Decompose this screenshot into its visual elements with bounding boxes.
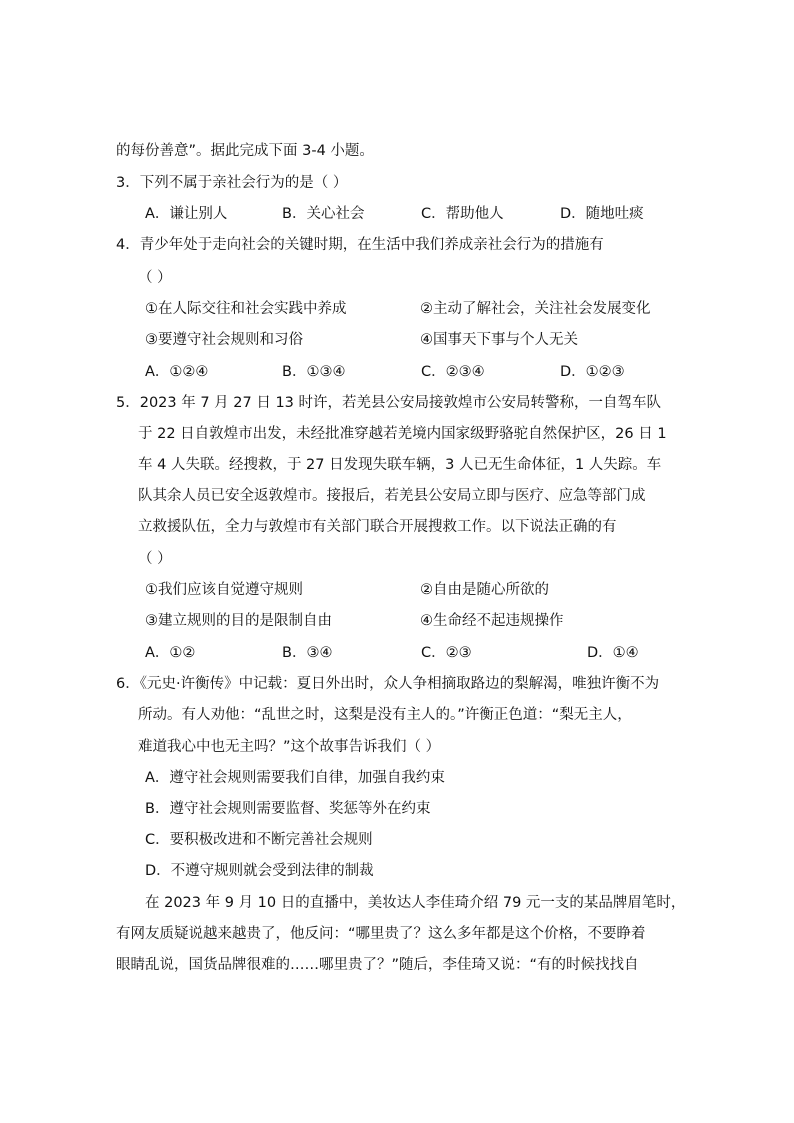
q3-option-b: B．关心社会 bbox=[282, 206, 365, 222]
q4-item-1: ①在人际交往和社会实践中养成 bbox=[145, 301, 347, 317]
q5-option-c: C．②③ bbox=[421, 645, 472, 661]
q4-option-d: D．①②③ bbox=[560, 364, 625, 380]
q5-stem-line2: 于 22 日自敦煌市出发，未经批准穿越若羌境内国家级野骆驼自然保护区，26 日 1 bbox=[138, 426, 667, 442]
q4-option-b: B．①③④ bbox=[282, 364, 346, 380]
q5-stem-line1: 5．2023 年 7 月 27 日 13 时许，若羌县公安局接敦煌市公安局转警称，一自驾车队 bbox=[116, 395, 662, 411]
q6-stem-line2: 所动。有人劝他：“乱世之时，这梨是没有主人的。”许衡正色道：“梨无主人， bbox=[138, 707, 632, 723]
q3-stem: 3．下列不属于亲社会行为的是（ ） bbox=[116, 175, 348, 191]
q5-item-1: ①我们应该自觉遵守规则 bbox=[145, 582, 303, 598]
q3-option-c: C．帮助他人 bbox=[421, 206, 504, 222]
q6-option-b: B．遵守社会规则需要监督、奖惩等外在约束 bbox=[145, 801, 431, 817]
q5-option-a: A．①② bbox=[145, 645, 196, 661]
q4-stem-line2: （ ） bbox=[138, 270, 172, 286]
q6-stem-line3: 难道我心中也无主吗？”这个故事告诉我们（ ） bbox=[138, 739, 441, 755]
q4-item-3: ③要遵守社会规则和习俗 bbox=[145, 332, 303, 348]
q4-item-2: ②主动了解社会，关注社会发展变化 bbox=[420, 301, 651, 317]
q5-item-3: ③建立规则的目的是限制自由 bbox=[145, 613, 332, 629]
q4-stem-line1: 4．青少年处于走向社会的关键时期，在生活中我们养成亲社会行为的措施有 bbox=[116, 237, 604, 253]
passage-line3: 眼睛乱说，国货品牌很难的……哪里贵了？”随后，李佳琦又说：“有的时候找找自 bbox=[116, 957, 639, 973]
q5-stem-line3: 车 4 人失联。经搜救，于 27 日发现失联车辆，3 人已无生命体征，1 人失踪。车 bbox=[138, 457, 662, 473]
q5-option-d: D．①④ bbox=[587, 645, 639, 661]
q4-option-a: A．①②④ bbox=[145, 364, 209, 380]
q4-option-c: C．②③④ bbox=[421, 364, 485, 380]
q5-item-2: ②自由是随心所欲的 bbox=[420, 582, 549, 598]
passage-line1: 在 2023 年 9 月 10 日的直播中，美妆达人李佳琦介绍 79 元一支的某品牌眉笔时， bbox=[145, 895, 686, 911]
q5-option-b: B．③④ bbox=[282, 645, 333, 661]
lead-in-text: 的每份善意”。据此完成下面 3-4 小题。 bbox=[116, 143, 374, 159]
q4-item-4: ④国事天下事与个人无关 bbox=[420, 332, 578, 348]
q5-stem-line5: 立救援队伍，全力与敦煌市有关部门联合开展搜救工作。以下说法正确的有 bbox=[138, 519, 617, 535]
q3-option-a: A．谦让别人 bbox=[145, 206, 228, 222]
q5-stem-line4: 队其余人员已安全返敦煌市。接报后，若羌县公安局立即与医疗、应急等部门成 bbox=[138, 488, 646, 504]
q5-item-4: ④生命经不起违规操作 bbox=[420, 613, 564, 629]
q6-option-c: C．要积极改进和不断完善社会规则 bbox=[145, 832, 373, 848]
q5-stem-line6: （ ） bbox=[138, 551, 172, 567]
q6-option-d: D．不遵守规则就会受到法律的制裁 bbox=[145, 863, 374, 879]
q6-option-a: A．遵守社会规则需要我们自律，加强自我约束 bbox=[145, 770, 445, 786]
q6-stem-line1: 6．《元史·许衡传》中记载：夏日外出时，众人争相摘取路边的梨解渴，唯独许衡不为 bbox=[116, 676, 660, 692]
q3-option-d: D．随地吐痰 bbox=[560, 206, 644, 222]
passage-line2: 有网友质疑说越来越贵了，他反问：“哪里贵了？这么多年都是这个价格，不要睁着 bbox=[116, 926, 646, 942]
